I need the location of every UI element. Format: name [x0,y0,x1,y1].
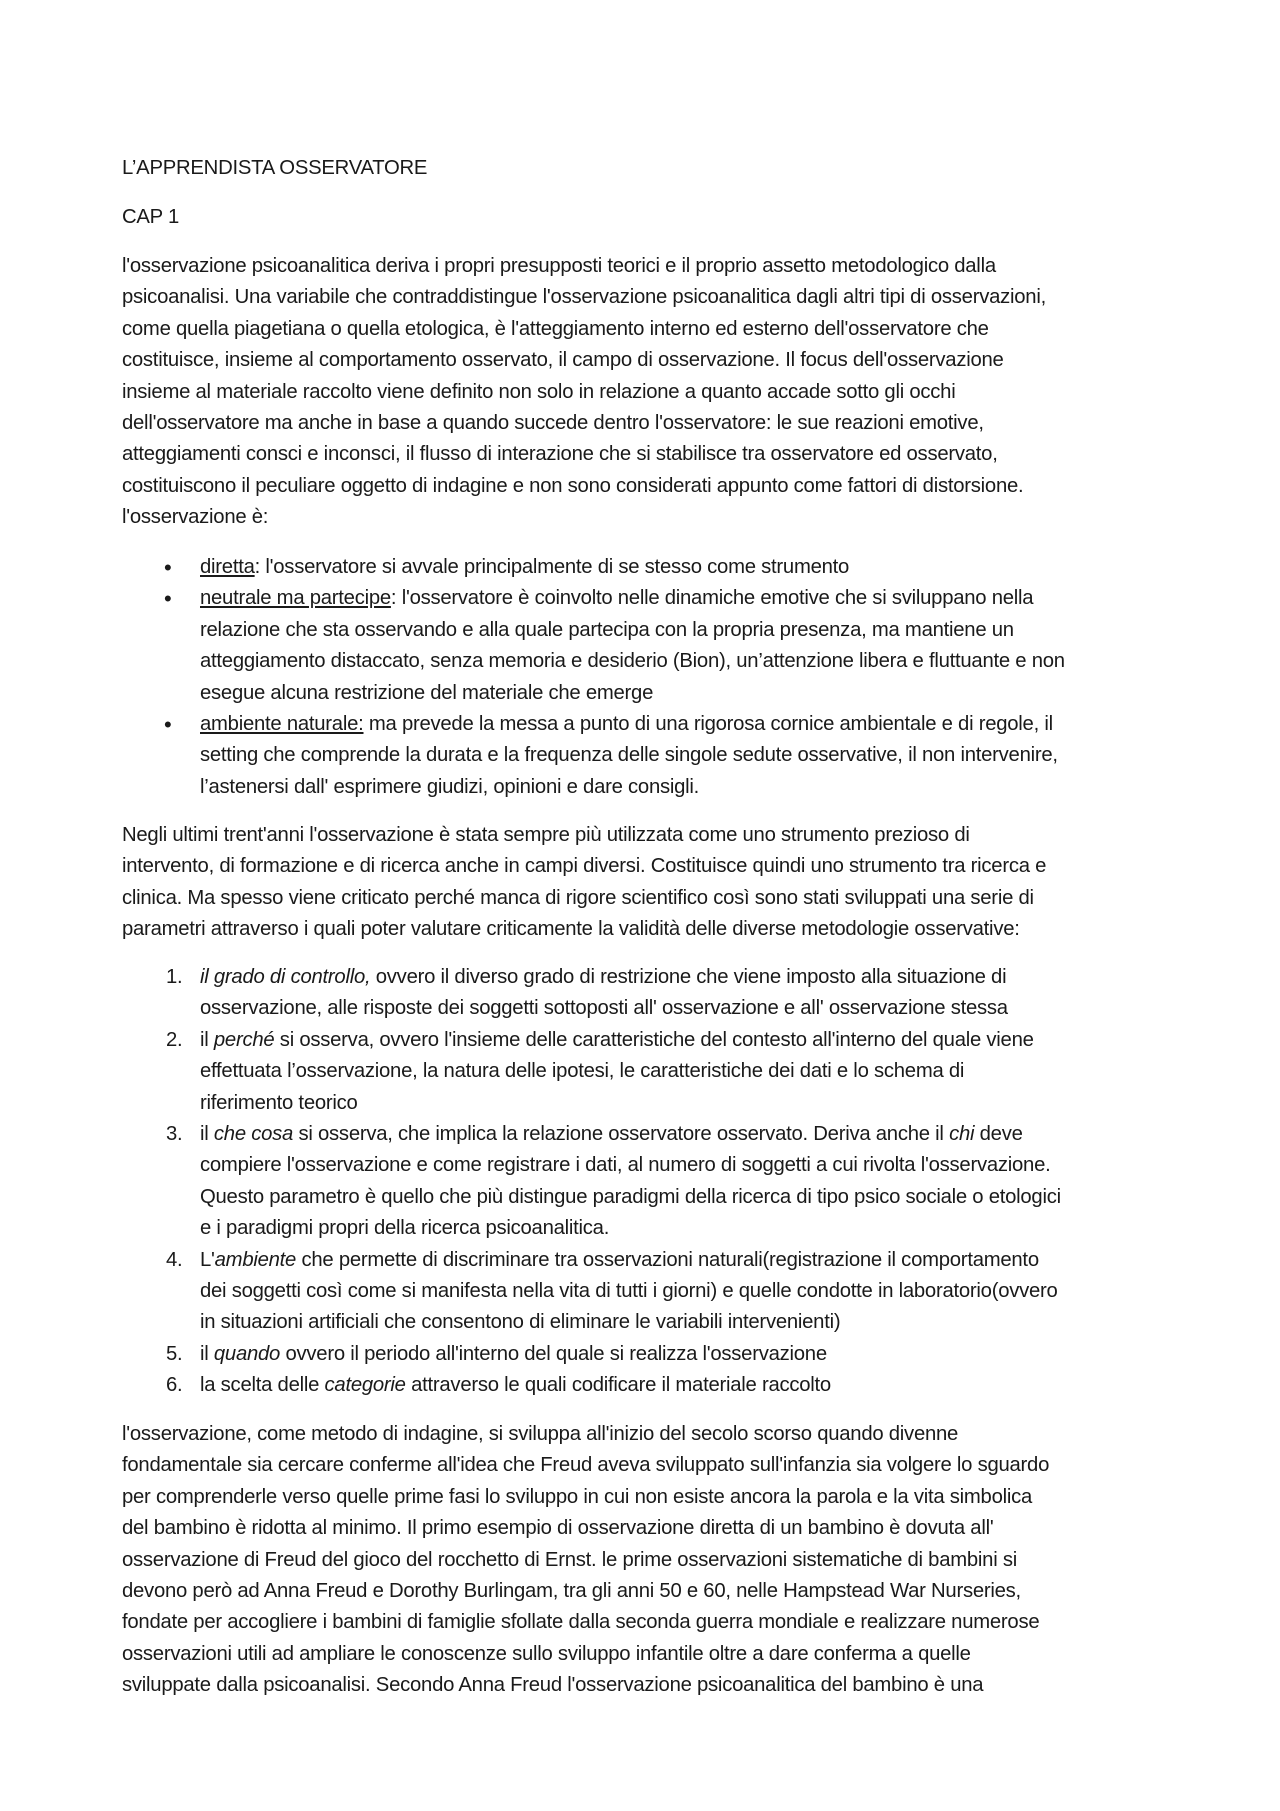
text-line [200,646,1065,677]
text-line [122,282,1046,313]
text-segment: L' [200,1248,215,1271]
text-line [122,1545,1049,1576]
text-line [200,1213,1061,1244]
text-segment: osservazione di Freud del gioco del rocchetto di Ernst. le prime osservazioni sistematiche di bambini si [122,1548,1017,1571]
italic-term: ambiente [214,1248,297,1271]
text-segment: si osserva, che implica la relazione osservatore osservato. Deriva anche il [293,1122,950,1145]
text-segment: l'osservazione è: [122,506,269,529]
paragraph-1 [122,251,1046,534]
text-line [122,251,1046,282]
text-line [200,1276,1061,1307]
text-line [122,1419,1049,1450]
text-line [122,408,1046,439]
text-line [122,914,1046,945]
list-number: 6. [166,1374,183,1397]
text-segment: come quella piagetiana o quella etologica, è l'atteggiamento interno ed esterno dell'osservatore che [122,317,989,340]
list-number: 4. [166,1248,183,1271]
text-line [122,314,1046,345]
text-line [122,1576,1049,1607]
text-segment: fondate per accogliere i bambini di famiglie sfollate dalla seconda guerra mondiale e realizzare numerose [122,1611,1040,1634]
text-line [122,851,1046,882]
text-line [200,1339,1061,1370]
text-segment: parametri attraverso i quali poter valutare criticamente la validità delle diverse metodologie osservative: [122,918,1020,941]
title-text: L’APPRENDISTA OSSERVATORE [122,157,428,179]
underlined-term: diretta [200,556,255,578]
text-segment: che permette di discriminare tra osservazioni naturali(registrazione il comportamento [296,1248,1039,1271]
text-line [200,678,1065,709]
text-line [200,1245,1061,1276]
list-number: 1. [166,966,183,988]
text-line [200,993,1061,1024]
text-line [122,439,1046,470]
text-segment: il [200,1342,214,1365]
text-segment: fondamentale sia cercare conferme all'idea che Freud aveva sviluppato sull'infanzia sia volgere lo sguardo [122,1454,1050,1477]
list-number: 2. [166,1028,183,1051]
italic-term: quando [213,1342,281,1365]
text-line [200,1119,1061,1150]
text-segment: il [200,1122,214,1145]
italic-term: categorie [324,1374,406,1397]
text-segment: dei soggetti così come si manifesta nella vita di tutti i giorni) e quelle condotte in laboratorio(ovvero [200,1279,1058,1302]
italic-term: chi [949,1122,975,1145]
text-segment: l'osservazione psicoanalitica deriva i propri presupposti teorici e il proprio assetto metodologico dalla [122,255,996,277]
italic-term: il grado di controllo, [200,966,371,988]
list-item [122,962,1061,1025]
text-segment: Questo parametro è quello che più distingue paradigmi della ricerca di tipo psico sociale o etologici [200,1185,1061,1208]
text-line [200,1025,1061,1056]
bullet-icon: • [164,586,172,612]
italic-term: perché [213,1028,275,1051]
document-title [122,153,427,184]
text-line [200,709,1065,740]
chapter-text: CAP 1 [122,206,179,228]
text-line [200,1182,1061,1213]
text-line [200,583,1065,614]
text-segment: del bambino è ridotta al minimo. Il primo esempio di osservazione diretta di un bambino è dovuta all' [122,1517,994,1540]
text-segment: compiere l'osservazione e come registrare i dati, al numero di soggetti a cui rivolta l'osservazione. [200,1154,1051,1177]
text-line [122,471,1046,502]
text-segment: psicoanalisi. Una variabile che contraddistingue l'osservazione psicoanalitica dagli altri tipi di osservazioni, [122,286,1046,309]
chapter-heading [122,202,179,233]
text-segment: sviluppate dalla psicoanalisi. Secondo Anna Freud l'osservazione psicoanalitica del bambino è una [122,1674,984,1697]
text-line [200,615,1065,646]
text-line [200,1088,1061,1119]
text-line [200,740,1065,771]
list-item [122,1025,1061,1119]
text-segment: dell'osservatore ma anche in base a quando succede dentro l'osservatore: le sue reazioni emotive, [122,411,984,434]
text-segment: il [200,1028,214,1051]
list-item [122,1119,1061,1245]
text-segment: insieme al materiale raccolto viene definito non solo in relazione a quanto accade sotto gli occhi [122,380,956,403]
text-segment: per comprenderle verso quelle prime fasi lo sviluppo in cui non esiste ancora la parola e la vita simbolica [122,1485,1033,1508]
text-segment: : l'osservatore è coinvolto nelle dinamiche emotive che si sviluppano nella [390,587,1034,610]
list-item [122,552,1065,583]
text-line [122,1482,1049,1513]
text-line [200,772,1065,803]
text-segment: effettuata l’osservazione, la natura delle ipotesi, le caratteristiche dei dati e lo schema di [200,1060,965,1083]
text-segment: setting che comprende la durata e la frequenza delle singole sedute osservative, il non intervenire, [200,744,1058,767]
text-line [200,1307,1061,1338]
underlined-term: ambiente naturale: [200,712,364,735]
text-segment: ma prevede la messa a punto di una rigorosa cornice ambientale e di regole, il [363,712,1053,735]
text-line [200,1056,1061,1087]
list-item [122,1370,1061,1401]
paragraph-2 [122,820,1046,946]
list-item [122,709,1065,803]
text-segment: la scelta delle [200,1374,325,1397]
text-segment: in situazioni artificiali che consentono di eliminare le variabili intervenienti) [200,1311,841,1334]
text-segment: l'osservazione, come metodo di indagine, si sviluppa all'inizio del secolo scorso quando divenne [122,1423,959,1445]
text-segment: deve [974,1122,1023,1145]
text-segment: e i paradigmi propri della ricerca psicoanalitica. [200,1217,610,1240]
text-line [122,883,1046,914]
list-number: 3. [166,1122,183,1145]
text-line [122,1607,1049,1638]
text-line [200,1370,1061,1401]
text-segment: osservazione, alle risposte dei soggetti sottoposti all' osservazione e all' osservazione stessa [200,997,1008,1020]
italic-term: che cosa [213,1122,294,1145]
list-number: 5. [166,1342,183,1365]
text-line [122,345,1046,376]
text-segment: ovvero il periodo all'interno del quale si realizza l'osservazione [280,1342,827,1365]
text-segment: si osserva, ovvero l'insieme delle caratteristiche del contesto all'interno del quale viene [274,1028,1034,1051]
text-segment: ovvero il diverso grado di restrizione che viene imposto alla situazione di [370,966,1007,988]
text-segment: riferimento teorico [200,1091,358,1114]
text-segment: Negli ultimi trent'anni l'osservazione è stata sempre più utilizzata come uno strumento prezioso di [122,824,970,846]
text-line [122,820,1046,851]
numbered-list [122,962,1061,1401]
text-line [200,552,1065,583]
text-segment: relazione che sta osservando e alla quale partecipa con la propria presenza, ma mantiene un [200,618,1014,641]
text-segment: costituiscono il peculiare oggetto di indagine e non sono considerati appunto come fattori di distorsione. [122,474,1024,497]
text-line [122,1450,1049,1481]
list-item [122,1339,1061,1370]
list-item [122,583,1065,709]
text-segment: devono però ad Anna Freud e Dorothy Burlingam, tra gli anni 50 e 60, nelle Hampstead War Nurseries, [122,1579,1021,1602]
paragraph-3 [122,1419,1049,1702]
text-line [122,377,1046,408]
text-segment: intervento, di formazione e di ricerca anche in campi diversi. Costituisce quindi uno strumento tra ricerca e [122,855,1047,878]
text-segment: atteggiamento distaccato, senza memoria e desiderio (Bion), un’attenzione libera e fluttuante e non [200,650,1065,673]
text-segment: esegue alcuna restrizione del materiale che emerge [200,681,654,704]
text-line [122,1639,1049,1670]
text-line [122,502,1046,533]
text-segment: l’astenersi dall' esprimere giudizi, opinioni e dare consigli. [200,775,700,798]
text-segment: costituisce, insieme al comportamento osservato, il campo di osservazione. Il focus dell'osservazione [122,349,1004,372]
text-segment: : l'osservatore si avvale principalmente di se stesso come strumento [254,556,850,578]
text-line [122,1513,1049,1544]
text-line [200,962,1061,993]
text-segment: clinica. Ma spesso viene criticato perché manca di rigore scientifico così sono stati sviluppati una serie di [122,886,1034,909]
bullet-list [122,552,1065,803]
text-line [122,1670,1049,1701]
text-segment: atteggiamenti consci e inconsci, il flusso di interazione che si stabilisce tra osservatore ed osservato, [122,443,998,466]
text-segment: attraverso le quali codificare il materiale raccolto [405,1374,831,1397]
bullet-icon: • [164,711,172,737]
list-item [122,1245,1061,1339]
text-line [200,1150,1061,1181]
underlined-term: neutrale ma partecipe [200,587,391,610]
text-segment: osservazioni utili ad ampliare le conoscenze sullo sviluppo infantile oltre a dare conferma a quelle [122,1642,971,1665]
bullet-icon: • [164,555,172,580]
